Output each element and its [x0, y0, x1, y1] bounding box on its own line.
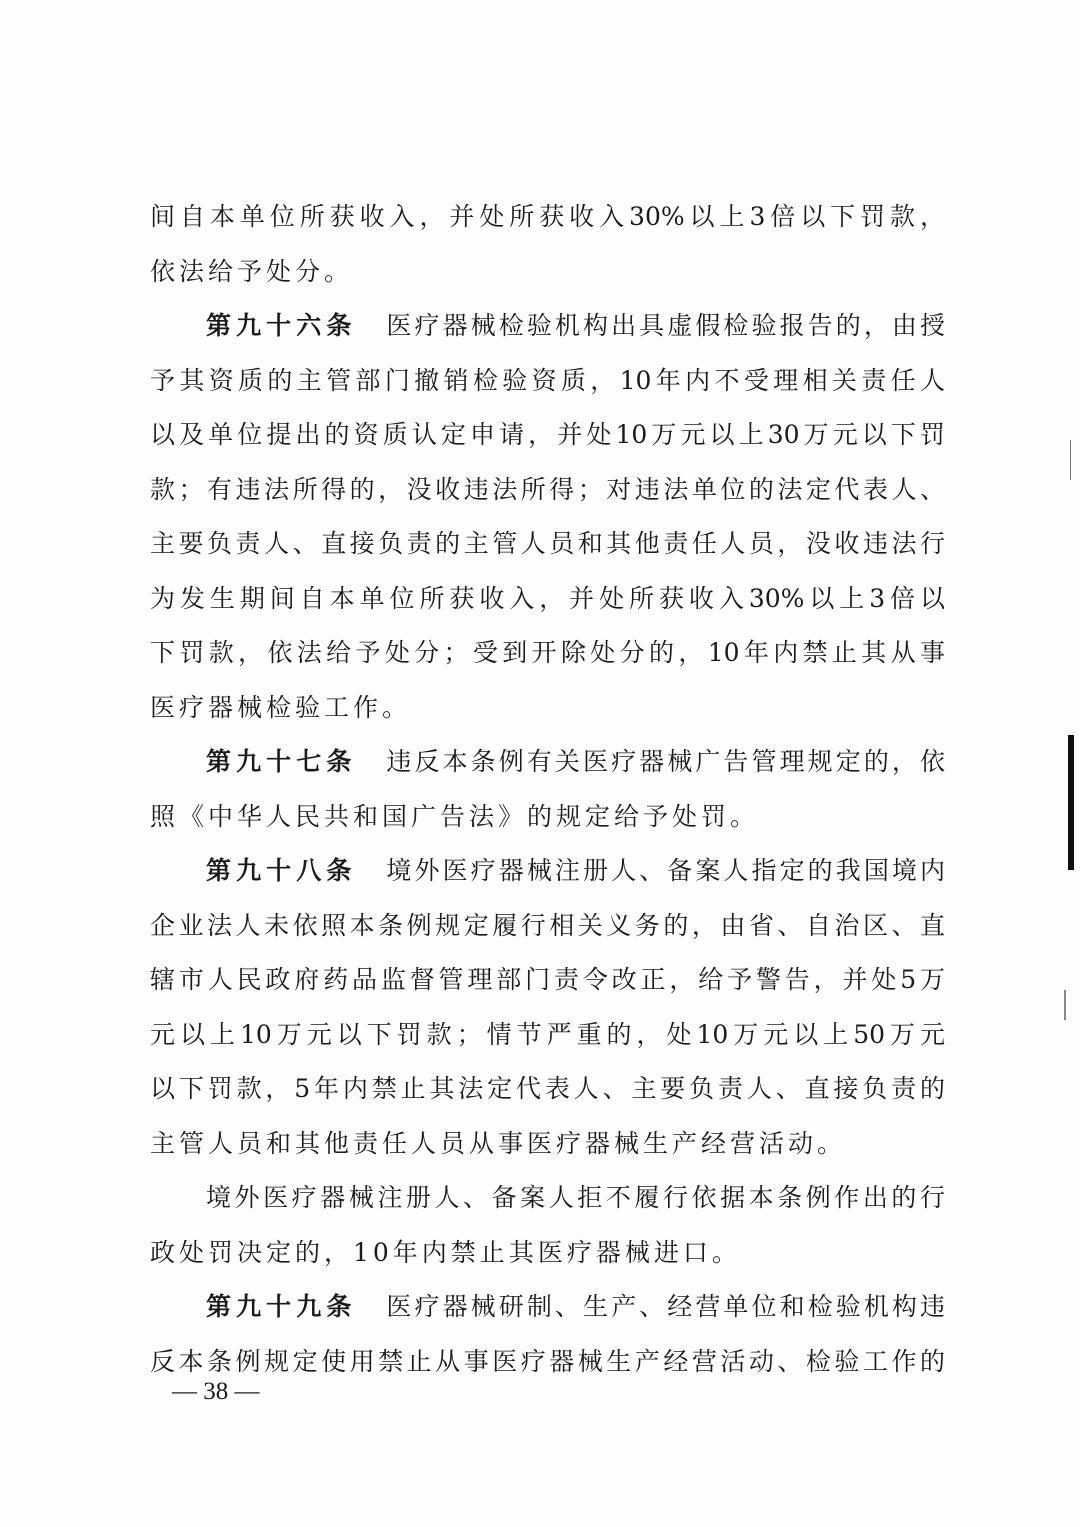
text-line: 元以上10万元以下罚款；情节严重的，处10万元以上50万元: [150, 1019, 945, 1049]
text-line: 照《中华人民共和国广告法》的规定给予处罚。: [150, 801, 760, 831]
text-line: 款；有违法所得的，没收违法所得；对违法单位的法定代表人、: [150, 474, 945, 504]
body-text: [150, 190, 945, 1389]
article-98-line: 第九十八条 境外医疗器械注册人、备案人指定的我国境内: [206, 856, 945, 885]
text-line: 予其资质的主管部门撤销检验资质，10年内不受理相关责任人: [150, 365, 945, 395]
text-line: 反本条例规定使用禁止从事医疗器械生产经营活动、检验工作的: [150, 1346, 945, 1376]
scan-edge-mark: [1068, 735, 1074, 870]
text-line: 辖市人民政府药品监督管理部门责令改正，给予警告，并处5万: [150, 965, 945, 994]
article-heading: 第九十八条: [206, 856, 357, 885]
text-line: 医疗器械检验工作。: [150, 692, 412, 722]
article-heading: 第九十七条: [206, 747, 357, 776]
article-heading: 第九十九条: [206, 1292, 357, 1321]
text-line: 以下罚款，5年内禁止其法定代表人、主要负责人、直接负责的: [150, 1074, 945, 1103]
text-line: 主要负责人、直接负责的主管人员和其他责任人员，没收违法行: [150, 529, 945, 558]
text-line: 间自本单位所获收入，并处所获收入30%以上3倍以下罚款，: [150, 202, 945, 231]
article-97-line: 第九十七条 违反本条例有关医疗器械广告管理规定的，依: [206, 747, 945, 776]
scan-edge-mark: [1070, 440, 1071, 480]
article-96-line: 第九十六条 医疗器械检验机构出具虚假检验报告的，由授: [206, 311, 945, 340]
text-line: 企业法人未依照本条例规定履行相关义务的，由省、自治区、直: [150, 910, 945, 940]
text-line: 为发生期间自本单位所获收入，并处所获收入30%以上3倍以: [150, 583, 945, 613]
text-line: 下罚款，依法给予处分；受到开除处分的，10年内禁止其从事: [150, 638, 945, 667]
text-line: 依法给予处分。: [150, 256, 354, 286]
page-number: — 38 —: [172, 1378, 260, 1405]
text-line: 主管人员和其他责任人员从事医疗器械生产经营活动。: [150, 1128, 847, 1158]
article-99-line: 第九十九条 医疗器械研制、生产、经营单位和检验机构违: [206, 1292, 945, 1321]
text-line: 境外医疗器械注册人、备案人拒不履行依据本条例作出的行: [206, 1183, 945, 1212]
scan-edge-mark: [1064, 990, 1066, 1020]
text-line: 以及单位提出的资质认定申请，并处10万元以上30万元以下罚: [150, 420, 945, 449]
article-heading: 第九十六条: [206, 311, 357, 340]
text-line: 政处罚决定的，10年内禁止其医疗器械进口。: [150, 1237, 741, 1267]
